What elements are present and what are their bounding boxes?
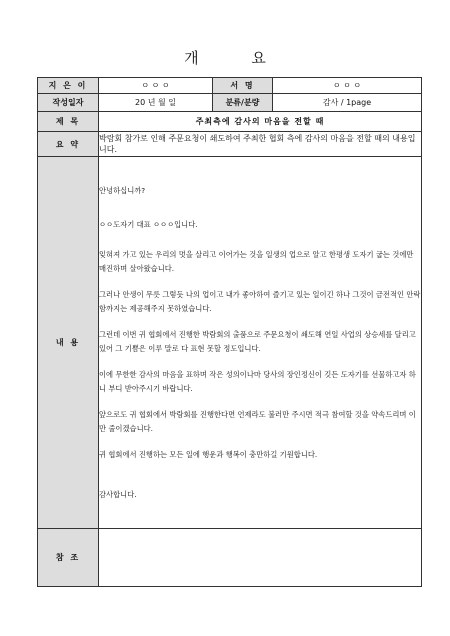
category-value: 감사 / 1page: [273, 94, 422, 112]
subject-label: 제 목: [38, 112, 99, 132]
reference-label: 참 조: [38, 529, 99, 587]
sign-label: 서 명: [213, 78, 273, 94]
date-value: 20 년 월 일: [99, 94, 213, 112]
summary-value: 박람회 참가로 인해 주문요청이 쇄도하여 주최한 협회 측에 감사의 마음을 전할 때의 내용입니다.: [99, 132, 422, 157]
content-paragraph: 앞으로도 귀 협회에서 박람회를 진행한다면 언제라도 불러만 주시면 적극 참여할 것을 약속드리며 이만 줄이겠습니다.: [99, 409, 416, 433]
summary-row: [38, 132, 422, 157]
content-body: [99, 157, 422, 529]
content-label: 내 용: [38, 157, 99, 529]
content-paragraph-intro: ㅇㅇ도자기 대표 ㅇㅇㅇ입니다.: [99, 219, 198, 229]
content-paragraph: 그러나 안생이 무릇 그렇듯 나의 업이고 내가 좋아하여 즐기고 있는 일이긴 하나 그것이 금전적인 안락함까지는 제공해주지 못하였습니다.: [99, 289, 421, 313]
content-paragraph: 잊혀져 가고 있는 우리의 멋을 살리고 이어가는 것을 일생의 업으로 알고 한평생 도자기 굽는 것에만 매진하며 살아왔습니다.: [99, 249, 414, 273]
content-paragraph: 이에 무한한 감사의 마음을 표하며 작은 성의이나마 당사의 장인정신이 깃든 도자기를 선물하고자 하니 부디 받아주시기 바랍니다.: [99, 369, 416, 393]
subject-value: 주최측에 감사의 마음을 전할 때: [99, 112, 422, 132]
date-row: [38, 94, 422, 112]
content-paragraph-greeting: 안녕하십니까?: [99, 185, 146, 195]
writer-label: 지 은 이: [38, 78, 99, 94]
content-row: [38, 157, 422, 529]
document-form-table: [37, 77, 422, 587]
sign-value: ㅇ ㅇ ㅇ: [273, 78, 422, 94]
writer-value: ㅇ ㅇ ㅇ: [99, 78, 213, 94]
subject-row: [38, 112, 422, 132]
content-paragraph: 귀 협회에서 진행하는 모든 일에 행운과 행복이 충만하길 기원합니다.: [99, 449, 318, 459]
reference-row: [38, 529, 422, 587]
category-label: 분류/분량: [213, 94, 273, 112]
content-paragraph: 그런데 이번 귀 협회에서 진행한 박람회의 출품으로 주문요청이 쇄도해 연일 사업의 상승세를 달리고 있어 그 기쁨은 이루 말로 다 표현 못할 정도입니다.: [99, 329, 416, 353]
content-paragraph-closing: 감사합니다.: [99, 489, 137, 499]
date-label: 작성일자: [38, 94, 99, 112]
author-row: [38, 78, 422, 94]
document-title: 개 요: [184, 49, 290, 67]
reference-value: [99, 529, 422, 587]
summary-label: 요 약: [38, 132, 99, 157]
